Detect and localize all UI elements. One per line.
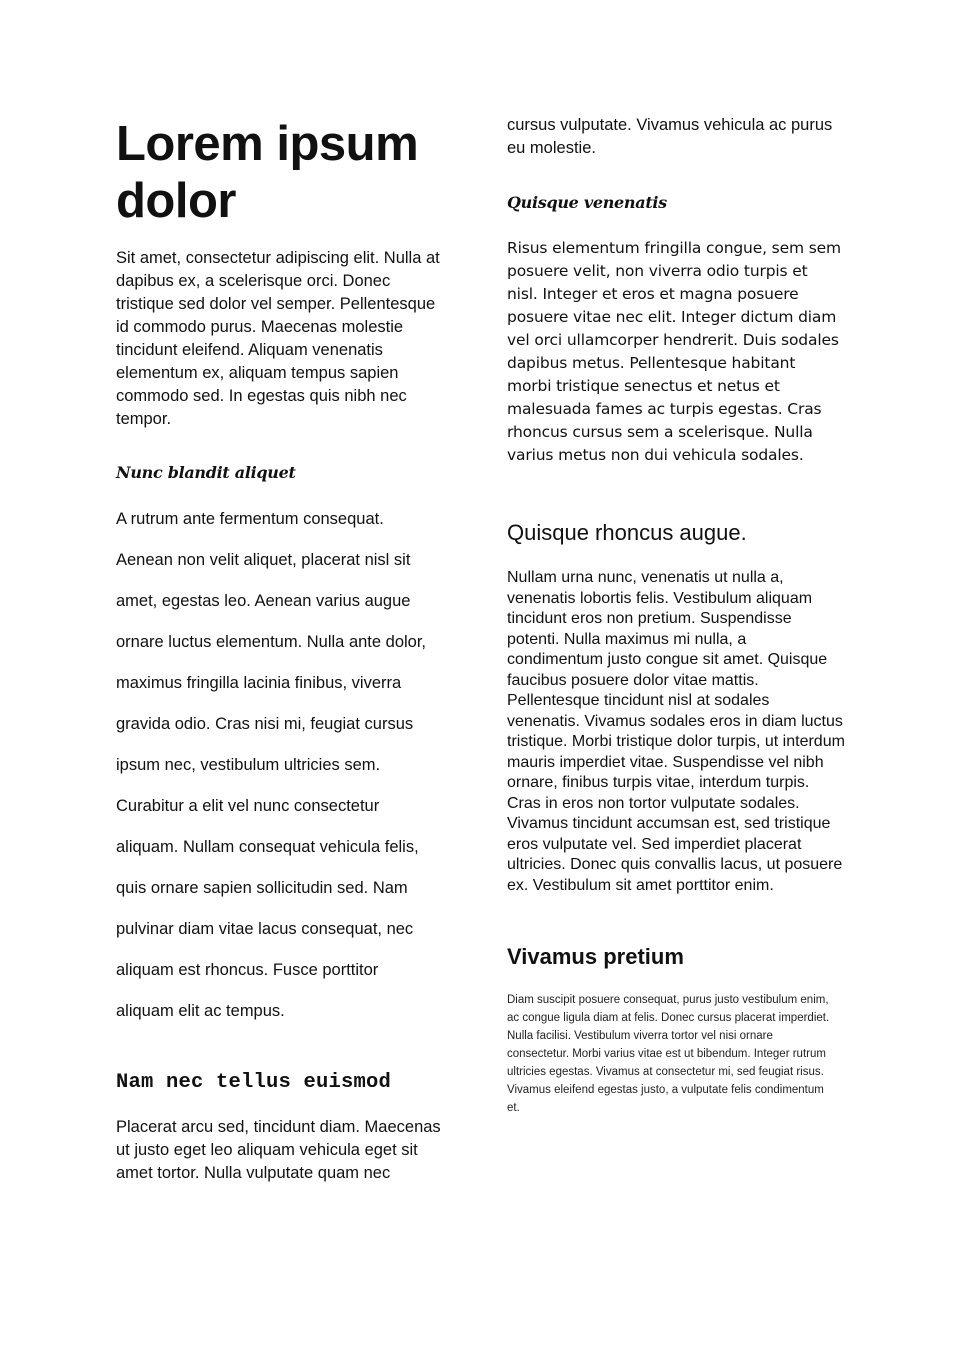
spaced-paragraph (116, 499, 456, 1032)
intro-paragraph: Sit amet, consectetur adipiscing elit. Nulla at dapibus ex, a scelerisque orci. Donec tristique sed dolor vel semper. Pellentesque id commodo purus. Maecenas molestie tincidunt eleifend. Aliquam venenatis elementum ex, aliquam tempus sapien commodo sed. In egestas quis nibh nec tempor. (116, 249, 440, 428)
spaced-line: Aenean non velit aliquet, placerat nisl sit (116, 551, 411, 569)
section-heading-rhoncus: Quisque rhoncus augue. (507, 520, 747, 545)
spaced-line: gravida odio. Cras nisi mi, feugiat cursus (116, 715, 414, 733)
rhoncus-paragraph: Nullam urna nunc, venenatis ut nulla a, venenatis lobortis felis. Vestibulum aliquam tincidunt eros non pretium. Suspendisse potenti. Nulla maximus mi nulla, a condimentum justo congue sit amet. Quisque faucibus posuere dolor vitae mattis. Pellentesque tincidunt nisl at sodales venenatis. Vivamus sodales eros in diam luctus tristique. Morbi tristique dolor turpis, ut interdum mauris imperdiet vitae. Suspendisse vel nibh ornare, finibus turpis vitae, interdum turpis. Cras in eros non tortor vulputate sodales. Vivamus tincidunt accumsan est, sed tristique eros vulputate vel. Sed imperdiet placerat ultricies. Donec quis convallis lacus, ut posuere ex. Vestibulum sit amet porttitor enim. (507, 569, 845, 894)
section-heading-vivamus: Vivamus pretium (507, 944, 684, 969)
page-title: Lorem ipsum dolor (116, 117, 419, 228)
spaced-line: aliquam est rhoncus. Fusce porttitor (116, 961, 379, 979)
continued-paragraph: cursus vulputate. Vivamus vehicula ac purus eu molestie. (507, 116, 833, 157)
section-heading-nam: Nam nec tellus euismod (116, 1071, 392, 1094)
spaced-line: maximus fringilla lacinia finibus, viverra (116, 674, 402, 692)
spaced-line: quis ornare sapien sollicitudin sed. Nam (116, 879, 408, 897)
spaced-line: ipsum nec, vestibulum ultricies sem. (116, 756, 381, 774)
section-heading-nunc: Nunc blandit aliquet (116, 463, 296, 482)
vivamus-paragraph: Diam suscipit posuere consequat, purus justo vestibulum enim, ac congue ligula diam at felis. Donec cursus placerat imperdiet. Nulla facilisi. Vestibulum viverra tortor vel nisi ornare consectetur. Morbi varius vitae est ut bibendum. Integer rutrum ultricies egestas. Vivamus at consectetur mi, sed feugiat risus. Vivamus eleifend egestas justo, a vulputate felis condimentum et. (507, 994, 830, 1114)
spaced-line: aliquam. Nullam consequat vehicula felis, (116, 838, 419, 856)
spaced-line: amet, egestas leo. Aenean varius augue (116, 592, 411, 610)
spaced-line: ornare luctus elementum. Nulla ante dolor, (116, 633, 427, 651)
spaced-line: A rutrum ante fermentum consequat. (116, 510, 384, 528)
spaced-line: Curabitur a elit vel nunc consectetur (116, 797, 380, 815)
spaced-line: pulvinar diam vitae lacus consequat, nec (116, 920, 414, 938)
section-heading-quisque-venenatis: Quisque venenatis (507, 193, 667, 212)
venenatis-paragraph: Risus elementum fringilla congue, sem sem posuere velit, non viverra odio turpis et nisl. Integer et eros et magna posuere posuere vitae nec elit. Integer dictum diam vel orci ullamcorper hendrerit. Duis sodales dapibus metus. Pellentesque habitant morbi tristique senectus et netus et malesuada fames ac turpis egestas. Cras rhoncus cursus sem a scelerisque. Nulla varius metus non dui vehicula sodales. (507, 239, 841, 464)
spaced-line: aliquam elit ac tempus. (116, 1002, 285, 1020)
closing-paragraph: Placerat arcu sed, tincidunt diam. Maecenas ut justo eget leo aliquam vehicula eget sit amet tortor. Nulla vulputate quam nec (116, 1118, 441, 1182)
